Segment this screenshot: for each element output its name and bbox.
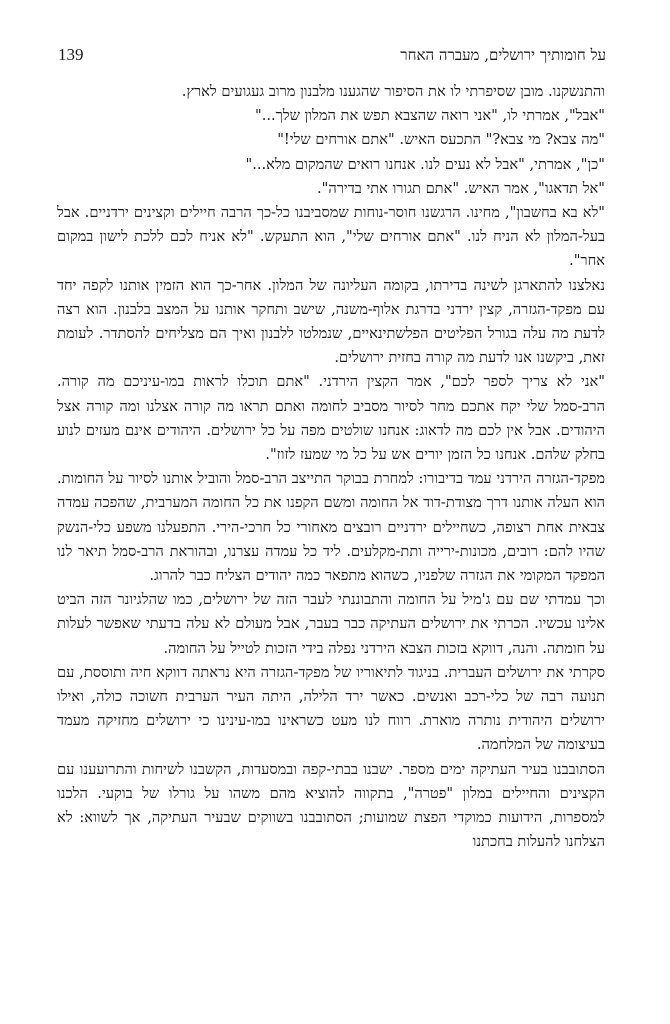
paragraph: הסתובבנו בעיר העתיקה ימים מספר. ישבנו בבתי-קפה ובמסעדות, הקשבנו לשיחות והתרועענו עם הקצינים והחיילים במלון "פטרה", בתקווה להוציא מהם משהו על גורלו של בוקעי. הלכנו למספרות, הידועות כמוקדי הפצת שמועות; הסתובבנו בשווקים שבעיר העתיקה, אך לשווא: לא הצלחנו להעלות בחכתנו (57, 760, 605, 851)
running-head-title: על חומותיך ירושלים, מעברה האחר (400, 46, 606, 64)
paragraph: "אני לא צריך לספר לכם", אמר הקצין הירדני. "אתם תוכלו לראות במו-עיניכם מה קורה. הרב-סמל שלי יקח אתכם מחר לסיור מסביב לחומה ואתם תראו מה קורה אצלנו ומה קורה אצל היהודים. אבל אין לכם מה לדאוג: אנחנו שולטים מפה על כל ירושלים. היהודים אינם מעזים לנוע בחלק שלהם. אנחנו כל הזמן יורים אש על כל מי שמעז לזוז". (57, 373, 605, 464)
page-number: 139 (58, 45, 84, 64)
paragraph: "אבל", אמרתי לו, "אני רואה שהצבא תפש את המלון שלך..." (254, 107, 605, 125)
paragraph: "מה צבא? מי צבא?" התכעס האיש. "אתם אורחים שלי!" (277, 131, 605, 149)
paragraph: מפקד-הגזרה הירדני עמד בדיבורו: למחרת בבוקר התייצב הרב-סמל והוביל אותנו לסיור על החומות. הוא העלה אותנו דרך מצודת-דוד אל החומה ומשם הקפנו את כל החומה המערבית, שהפכה עמדה צבאית אחת רצופה, כשחיילים ירדניים רובצים מאחורי כל חרכי-הירי. התפעלנו משפע כלי-הנשק שהיו להם: רובים, מכונות-ירייה ותת-מקלעים. ליד כל עמדה עצרנו, ובהוראת הרב-סמל תיאר לנו המפקד המקומי את הגזרה שלפניו, כשהוא מתפאר כמה יהודים הצליח כבר להרוג. (57, 470, 605, 585)
paragraph: והתנשקנו. מובן שסיפרתי לו את הסיפור שהגענו מלבנון מרוב געגועים לארץ. (181, 83, 605, 100)
paragraph: "כן", אמרתי, "אבל לא נעים לנו. אנחנו רואים שהמקום מלא..." (245, 155, 605, 173)
running-head (58, 44, 606, 66)
body-text (57, 80, 605, 855)
paragraph: וכך עמדתי שם עם ג'מיל על החומה והתבוננתי לעבר הזה של ירושלים, כמו שהלגיונר הזה הביט אלינו עכשיו. הכרתי את ירושלים העתיקה כבר בעבר, אבל מעולם לא עלה בדעתי שאפשר לעלות על חומתה. והנה, דווקא בזכות הצבא הירדני נפלה בידי הזכות לטייל על החומה. (57, 591, 605, 657)
paragraph: "לא בא בחשבון", מחינו. הרגשנו חוסר-נוחות שמסביבנו כל-כך הרבה חיילים וקצינים ירדניים. אבל בעל-המלון לא הניח לנו. "אתם אורחים שלי", הוא התעקש. "לא אניח לכם ללכת לישון במקום אחר". (57, 204, 605, 270)
paragraph: נאלצנו להתארגן לשינה בדירתו, בקומה העליונה של המלון. אחר-כך הוא הזמין אותנו לקפה יחד עם מפקד-הגזרה, קצין ירדני בדרגת אלוף-משנה, שישב ותחקר אותנו על המצב בלבנון. הוא רצה לדעת מה עלה בגורל הפליטים הפלשתינאיים, שנמלטו ללבנון ואיך הם מצליחים להסתדר. לעומת זאת, ביקשנו אנו לדעת מה קורה בחזית ירושלים. (57, 276, 605, 367)
paragraph: "אל תדאגו", אמר האיש. "אתם תגורו אתי בדירה". (317, 179, 605, 197)
paragraph: סקרתי את ירושלים העברית. בניגוד לתיאוריו של מפקד-הגזרה היא נראתה דווקא חיה ותוססת, עם תנועה רבה של כלי-רכב ואנשים. כאשר ירד הלילה, היתה העיר הערבית חשוכה כולה, ואילו ירושלים היהודית נותרה מוארת. רווח לנו מעט כשראינו במו-עינינו כי ירושלים מחזיקה מעמד בעיצומה של המלחמה. (57, 663, 605, 754)
